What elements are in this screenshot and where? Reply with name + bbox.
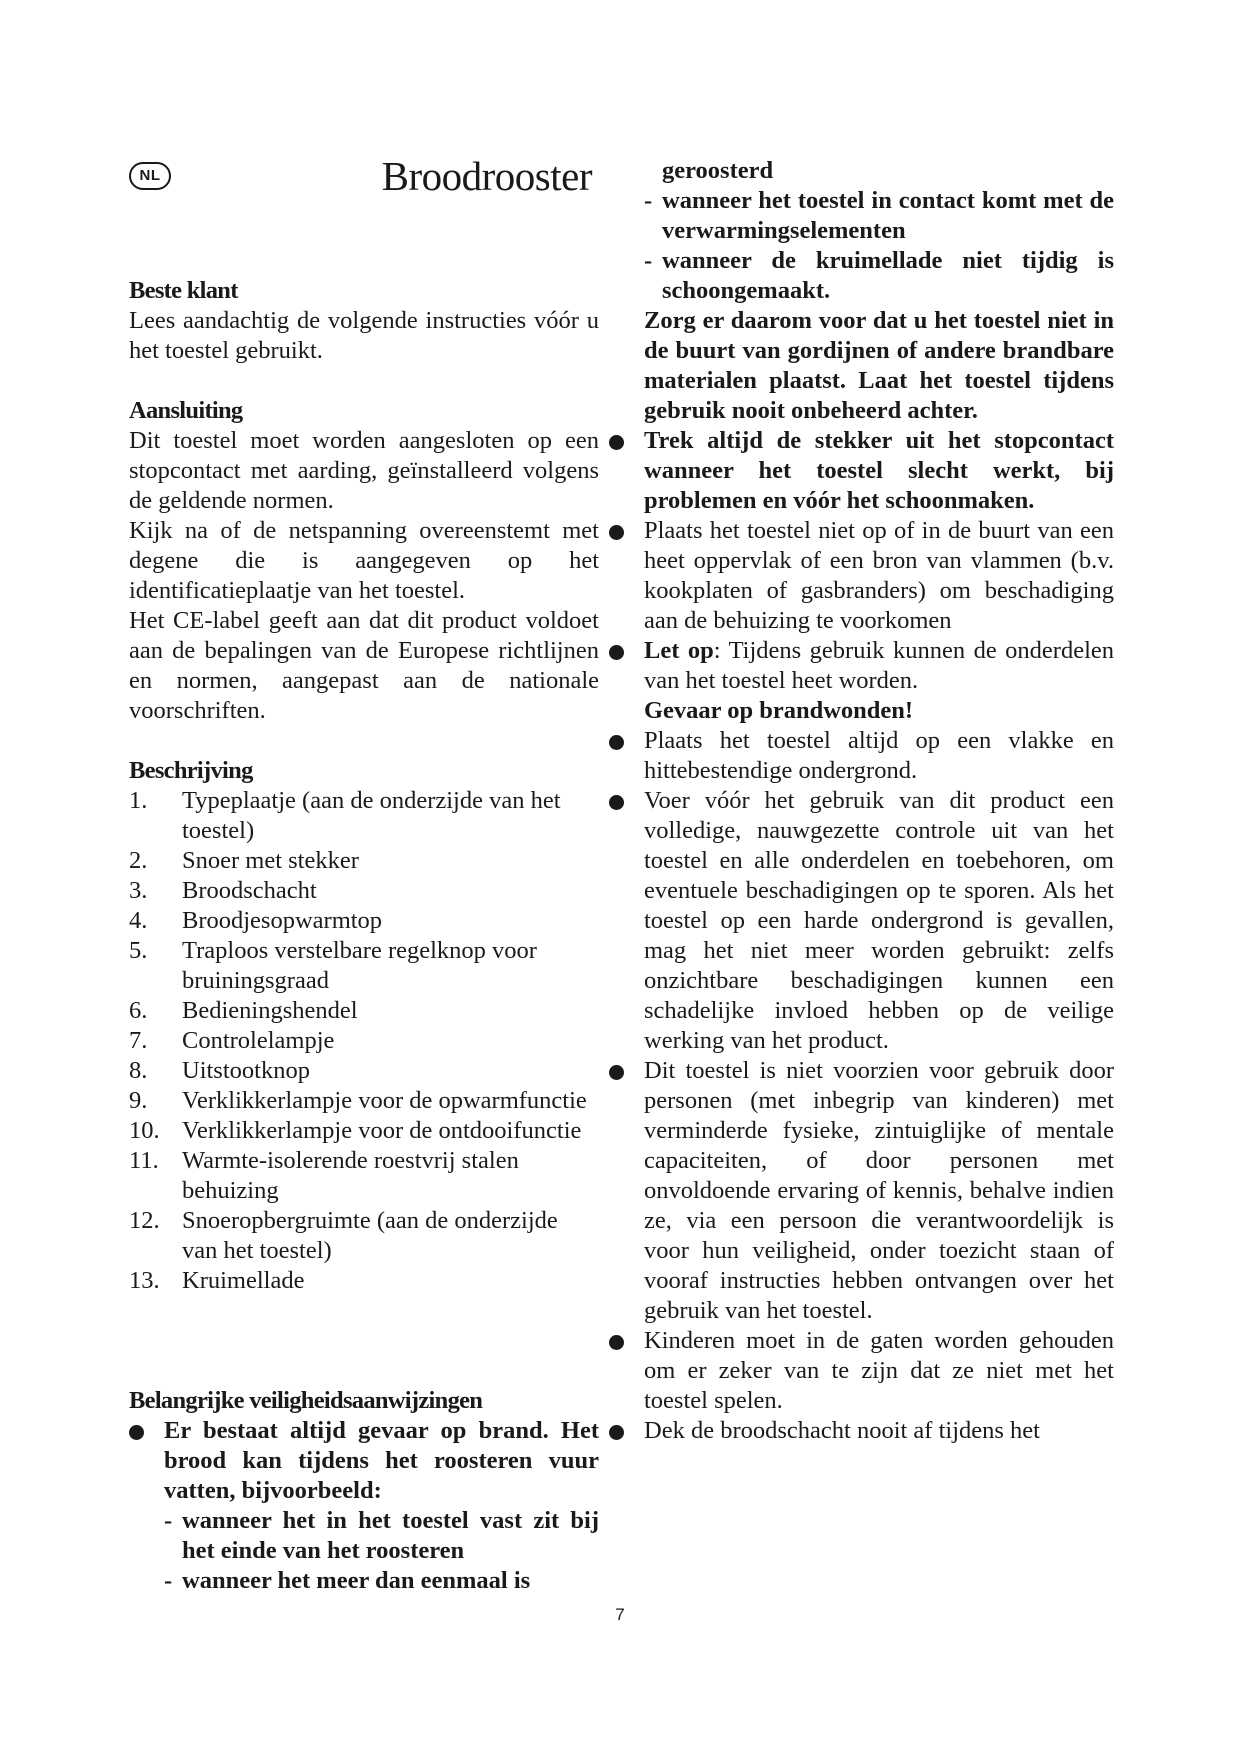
safety-list	[129, 1416, 599, 1596]
list-item	[129, 876, 599, 906]
safety-list-continued	[609, 426, 1114, 1446]
safety-continued	[644, 156, 1114, 1446]
list-item	[644, 246, 1114, 306]
list-item	[164, 1566, 599, 1596]
attention-label: Let op	[644, 637, 714, 664]
fire-case-continued: geroosterd	[662, 157, 774, 184]
fire-cases-list	[164, 1506, 599, 1596]
list-item	[609, 786, 1114, 1056]
fire-case-text: wanneer het in het toestel vast zit bij het einde van het roosteren	[182, 1507, 599, 1564]
children-text: Kinderen moet in de gaten worden gehouden om er zeker van te zijn dat ze niet met het toestel spelen.	[644, 1327, 1114, 1414]
fire-case-text: wanneer het meer dan eenmaal is	[182, 1567, 531, 1594]
fire-cases-list-continued	[644, 186, 1114, 306]
unplug-text: Trek altijd de stekker uit het stopcontact wanneer het toestel slecht werkt, bij problemen en vóór het schoonmaken.	[644, 427, 1114, 514]
list-item	[609, 726, 1114, 786]
item-number: 1.	[129, 787, 148, 814]
list-item	[129, 1206, 599, 1266]
flat-surface-text: Plaats het toestel altijd op een vlakke en hittebestendige ondergrond.	[644, 727, 1114, 784]
list-item	[129, 1056, 599, 1086]
list-item	[129, 1116, 599, 1146]
item-text: Snoer met stekker	[182, 847, 359, 874]
list-item	[609, 1056, 1114, 1326]
item-text: Verklikkerlampje voor de ontdooifunctie	[182, 1117, 582, 1144]
fire-closing-text: Zorg er daarom voor dat u het toestel niet in de buurt van gordijnen of andere brandbare materialen plaatst. Laat het toestel tijdens gebruik nooit onbeheerd achter.	[644, 307, 1114, 424]
list-item	[609, 516, 1114, 636]
persons-text: Dit toestel is niet voorzien voor gebruik door personen (met inbegrip van kinderen) met verminderde fysieke, zintuiglijke of mentale capaciteiten, of door personen met onvoldoende ervaring of kennis, behalve indien ze, via een persoon die verantwoordelijk is voor hun veiligheid, onder toezicht staan of vooraf instructies hebben ontvangen over het gebruik van het toestel.	[644, 1057, 1114, 1324]
item-text: Warmte-isolerende roestvrij stalen behuizing	[182, 1147, 519, 1204]
list-item	[609, 426, 1114, 516]
hot-parts-text: : Tijdens gebruik kunnen de onderdelen van het toestel heet worden.	[644, 637, 1115, 694]
list-item	[609, 1326, 1114, 1416]
item-number: 6.	[129, 997, 148, 1024]
bullet-icon	[609, 735, 624, 750]
connection-paragraph: Het CE-label geeft aan dat dit product voldoet aan de bepalingen van de Europese richtlijnen en normen, aangepast aan de nationale voorschriften.	[129, 607, 599, 724]
list-item	[129, 1266, 599, 1296]
description-section	[129, 756, 599, 1296]
dash-icon: -	[644, 247, 653, 274]
item-number: 13.	[129, 1267, 160, 1294]
list-item	[129, 1146, 599, 1206]
list-item	[129, 786, 599, 846]
list-item	[609, 1416, 1114, 1446]
item-text: Kruimellade	[182, 1267, 305, 1294]
item-number: 5.	[129, 937, 148, 964]
item-number: 7.	[129, 1027, 148, 1054]
safety-heading: Belangrijke veiligheidsaanwijzingen	[129, 1387, 483, 1414]
safety-section	[129, 1386, 599, 1596]
description-heading: Beschrijving	[129, 757, 253, 784]
item-text: Broodjesopwarmtop	[182, 907, 383, 934]
item-text: Uitstootknop	[182, 1057, 310, 1084]
page-title: Broodrooster	[381, 153, 592, 199]
list-item	[164, 1506, 599, 1566]
connection-heading: Aansluiting	[129, 397, 243, 424]
list-item	[609, 636, 1114, 726]
language-badge: NL	[129, 162, 171, 190]
bullet-icon	[609, 525, 624, 540]
item-number: 2.	[129, 847, 148, 874]
item-text: Controlelampje	[182, 1027, 335, 1054]
item-text: Snoeropbergruimte (aan de onderzijde van het toestel)	[182, 1207, 558, 1264]
dash-icon: -	[644, 187, 653, 214]
list-item	[129, 1416, 599, 1596]
greeting-section	[129, 276, 599, 366]
burn-warning: Gevaar op brandwonden!	[644, 697, 914, 724]
connection-section	[129, 396, 599, 726]
list-item	[129, 846, 599, 876]
page-number: 7	[615, 1605, 625, 1624]
item-text: Broodschacht	[182, 877, 317, 904]
list-item	[129, 996, 599, 1026]
item-number: 11.	[129, 1147, 159, 1174]
list-item	[644, 186, 1114, 246]
bullet-icon	[609, 435, 624, 450]
bullet-icon	[609, 645, 624, 660]
list-item	[129, 906, 599, 936]
list-item	[129, 936, 599, 996]
list-item	[129, 1086, 599, 1116]
connection-paragraph: Kijk na of de netspanning overeenstemt met degene die is aangegeven op het identificatieplaatje van het toestel.	[129, 517, 599, 604]
heat-source-text: Plaats het toestel niet op of in de buurt van een heet oppervlak of een bron van vlammen (b.v. kookplaten of gasbranders) om beschadiging aan de behuizing te voorkomen	[644, 517, 1114, 634]
item-number: 12.	[129, 1207, 160, 1234]
fire-case-text: wanneer het toestel in contact komt met de verwarmingselementen	[662, 187, 1114, 244]
bullet-icon	[609, 1065, 624, 1080]
item-number: 8.	[129, 1057, 148, 1084]
item-text: Traploos verstelbare regelknop voor bruiningsgraad	[182, 937, 537, 994]
item-number: 3.	[129, 877, 148, 904]
inspection-text: Voer vóór het gebruik van dit product een volledige, nauwgezette controle uit van het toestel en alle onderdelen en toebehoren, om eventuele beschadigingen op te sporen. Als het toestel op een harde ondergrond is gevallen, mag het niet meer worden gebruikt: zelfs onzichtbare beschadigingen kunnen een schadelijke invloed hebben op de veilige werking van het product.	[644, 787, 1114, 1054]
bullet-icon	[609, 795, 624, 810]
item-text: Bedieningshendel	[182, 997, 358, 1024]
greeting-heading: Beste klant	[129, 277, 238, 304]
cover-text: Dek de broodschacht nooit af tijdens het	[644, 1417, 1040, 1444]
parts-list	[129, 786, 599, 1296]
bullet-icon	[609, 1335, 624, 1350]
list-item	[129, 1026, 599, 1056]
connection-paragraph: Dit toestel moet worden aangesloten op een stopcontact met aarding, geïnstalleerd volgens de geldende normen.	[129, 427, 599, 514]
dash-icon: -	[164, 1507, 173, 1534]
item-number: 10.	[129, 1117, 160, 1144]
fire-case-text: wanneer de kruimellade niet tijdig is schoongemaakt.	[662, 247, 1114, 304]
bullet-icon	[609, 1425, 624, 1440]
item-text: Typeplaatje (aan de onderzijde van het toestel)	[182, 787, 561, 844]
greeting-text: Lees aandachtig de volgende instructies vóór u het toestel gebruikt.	[129, 307, 599, 364]
item-text: Verklikkerlampje voor de opwarmfunctie	[182, 1087, 587, 1114]
item-number: 4.	[129, 907, 148, 934]
fire-warning-text: Er bestaat altijd gevaar op brand. Het brood kan tijdens het roosteren vuur vatten, bijvoorbeeld:	[164, 1417, 599, 1504]
item-number: 9.	[129, 1087, 148, 1114]
dash-icon: -	[164, 1567, 173, 1594]
bullet-icon	[129, 1425, 144, 1440]
